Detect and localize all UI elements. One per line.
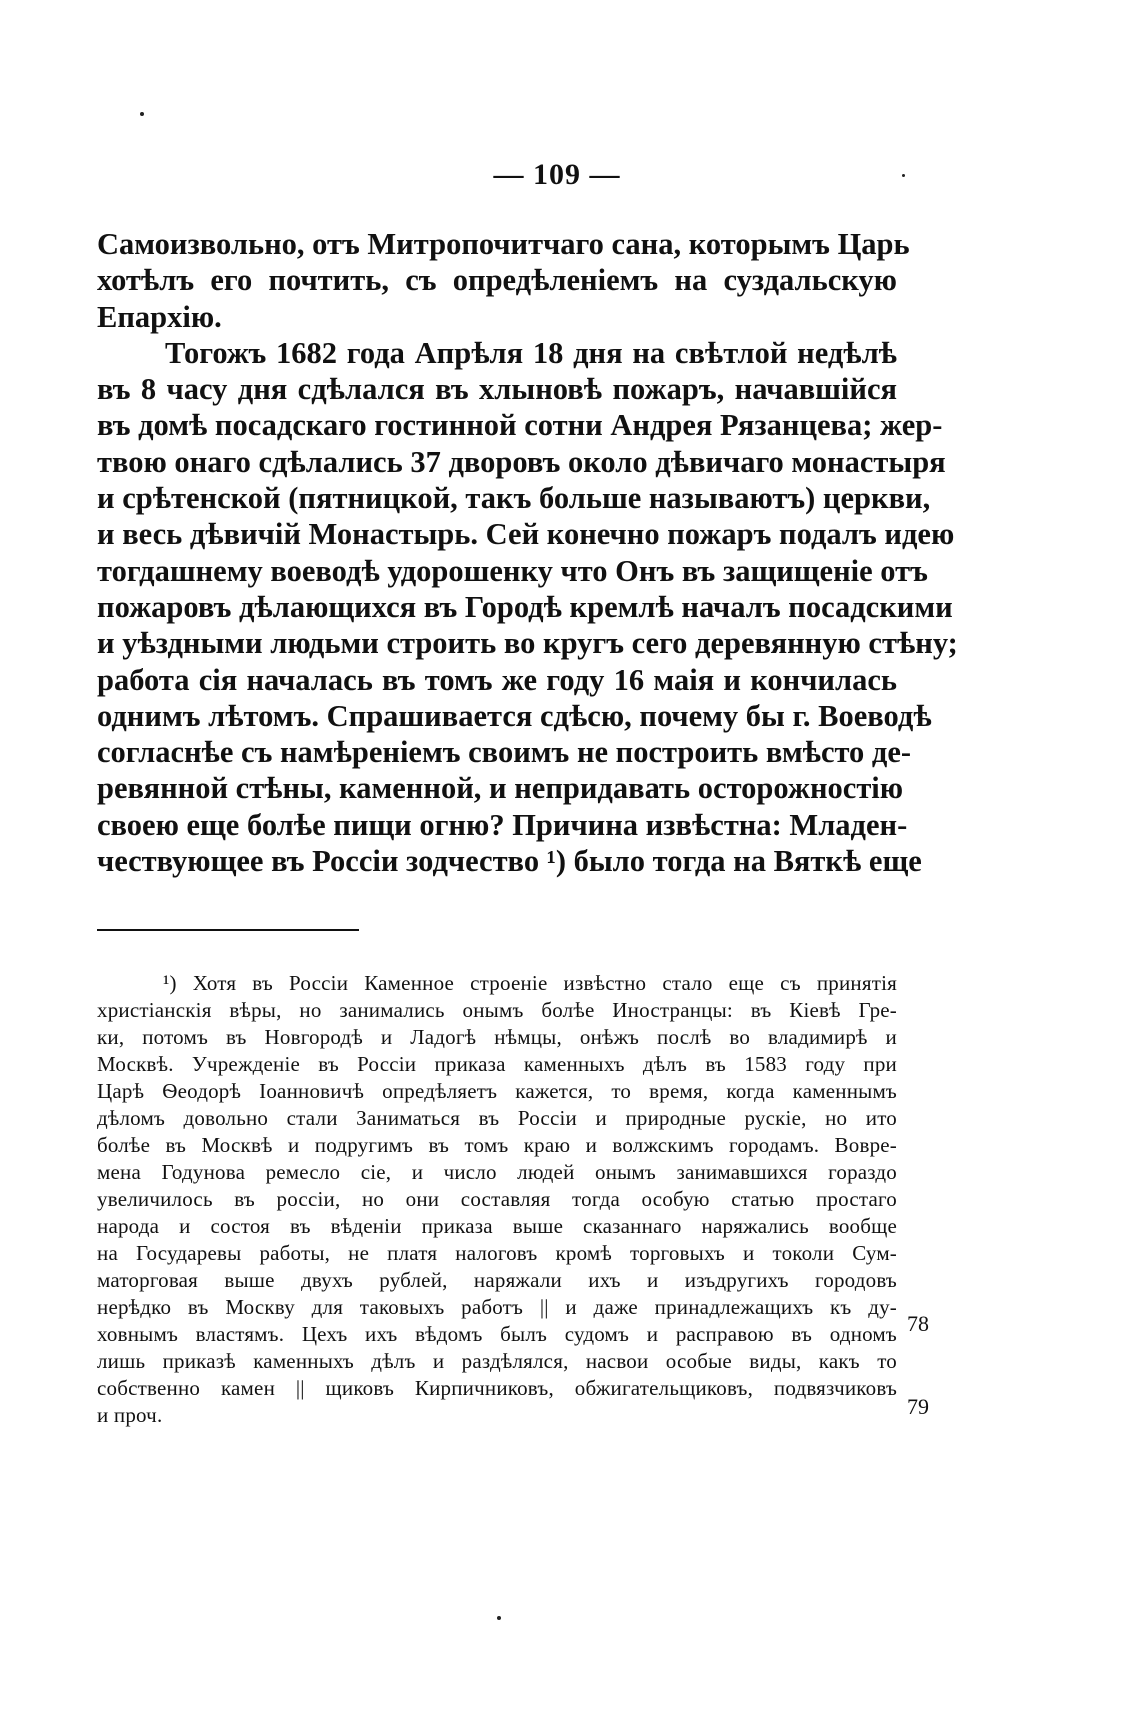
text-line: и уѣздными людьми строить во кругъ сего деревянную стѣну;	[97, 626, 958, 661]
text-line: твою онаго сдѣлались 37 дворовъ около дѣвичаго монастыря	[97, 444, 946, 479]
scan-speck	[902, 174, 905, 177]
footnote-line: собственно камен || щиковъ Кирпичниковъ, обжигательщиковъ, подвязчиковъ	[97, 1376, 897, 1400]
footnote-line: маторговая выше двухъ рублей, наряжали ихъ и изъдругихъ городовъ	[97, 1268, 897, 1292]
margin-page-ref: 79	[907, 1394, 929, 1419]
text-line: тогдашнему воеводѣ удорошенку что Онъ въ защищеніе отъ	[97, 553, 928, 588]
footnote-line: увеличилось въ россіи, но они составляя тогда особую статью простаго	[97, 1187, 897, 1211]
text-line: въ домѣ посадскаго гостинной сотни Андрея Рязанцева; жер-	[97, 408, 943, 443]
text-line: однимъ лѣтомъ. Спрашивается сдѣсю, почему бы г. Воеводѣ	[97, 698, 932, 733]
page-number: — 109 —	[493, 158, 621, 191]
text-line: согласнѣе съ намѣреніемъ своимъ не построить вмѣсто де-	[97, 735, 912, 770]
footnote-line: дѣломъ довольно стали Заниматься въ Россіи и природные рускіе, но ито	[97, 1106, 897, 1130]
text-line: пожаровъ дѣлающихся въ Городѣ кремлѣ началъ посадскими	[97, 589, 953, 624]
text-line: Самоизвольно, отъ Митропочитчаго сана, которымъ Царь	[97, 227, 910, 261]
footnote-line: ¹) Хотя въ Россіи Каменное строеніе извѣстно стало еще съ принятія	[163, 971, 897, 995]
text-line: ревянной стѣны, каменной, и непридавать осторожностію	[97, 771, 904, 806]
footnote-line: лишь приказѣ каменныхъ дѣлъ и раздѣлялся, насвои особые виды, какъ то	[97, 1349, 897, 1373]
text-line: въ 8 часу дня сдѣлался въ хлыновѣ пожаръ, начавшійся	[97, 372, 897, 407]
text-line: своею еще болѣе пищи огню? Причина извѣстна: Младен-	[97, 807, 908, 842]
text-line: и срѣтенской (пятницкой, такъ больше называютъ) церкви,	[97, 481, 931, 516]
text-line: хотѣлъ его почтить, съ опредѣленіемъ на суздальскую	[97, 263, 897, 298]
footnote-line: Царѣ Ѳеодорѣ Іоанновичѣ опредѣляетъ кажется, то время, когда каменнымъ	[97, 1079, 897, 1103]
text-line: Епархію.	[97, 299, 222, 334]
text-line: чествующее въ Россіи зодчество ¹) было тогда на Вяткѣ еще	[97, 844, 922, 879]
scan-speck	[140, 112, 144, 116]
text-line: Тогожъ 1682 года Апрѣля 18 дня на свѣтлой недѣлѣ	[165, 335, 897, 370]
footnote-divider	[97, 929, 359, 931]
footnote-line: болѣе въ Москвѣ и подругимъ въ томъ краю и волжскимъ городамъ. Вовре-	[97, 1133, 897, 1157]
text-line: работа сія началась въ томъ же году 16 маія и кончилась	[97, 662, 897, 697]
footnote-line: и проч.	[97, 1403, 163, 1427]
footnote-line: христіанскія вѣры, но занимались онымъ болѣе Иностранцы: въ Кіевѣ Гре-	[97, 998, 897, 1022]
footnote-line: народа и состоя въ вѣденіи приказа выше сказаннаго наряжались вообще	[97, 1214, 897, 1238]
footnote-line: мена Годунова ремесло сіе, и число людей онымъ занимавшихся гораздо	[97, 1160, 897, 1184]
text-line: и весь дѣвичій Монастырь. Сей конечно пожаръ подалъ идею	[97, 517, 955, 552]
footnote-line: ки, потомъ въ Новгородѣ и Ладогѣ нѣмцы, онѣжъ послѣ во владимирѣ и	[97, 1025, 897, 1049]
footnote-line: нерѣдко въ Москву для таковыхъ работъ || и даже принадлежащихъ къ ду-	[97, 1295, 897, 1319]
footnote-body	[97, 970, 897, 1429]
main-text-body	[97, 226, 958, 879]
footnote-line: Москвѣ. Учрежденіе въ Россіи приказа каменныхъ дѣлъ въ 1583 году при	[97, 1052, 897, 1076]
footnote-line: на Государевы работы, не платя налоговъ кромѣ торговыхъ и токоли Сум-	[97, 1241, 897, 1265]
margin-page-ref: 78	[907, 1311, 929, 1336]
footnote-line: ховнымъ властямъ. Цехъ ихъ вѣдомъ былъ судомъ и расправою въ одномъ	[97, 1322, 897, 1346]
scan-speck	[497, 1616, 501, 1620]
